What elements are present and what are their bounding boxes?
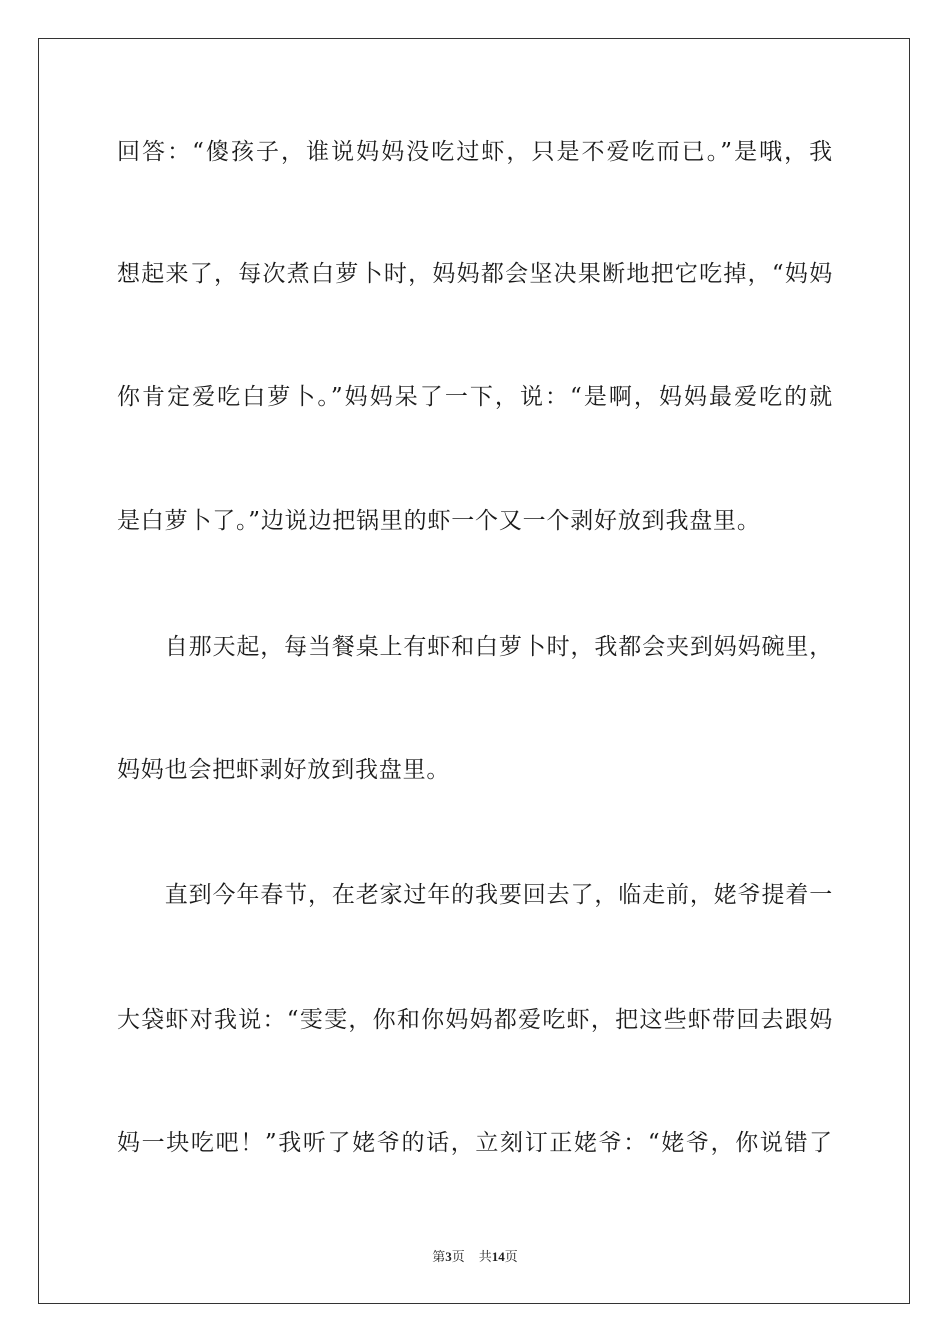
total-suffix: 页	[504, 1250, 518, 1265]
total-prefix: 共	[478, 1250, 492, 1265]
page-border	[38, 38, 910, 1304]
text-line-5: 自那天起，每当餐桌上有虾和白萝卜时，我都会夹到妈妈碗里，	[117, 634, 833, 660]
text-line-8: 大袋虾对我说：“雯雯，你和你妈妈都爱吃虾，把这些虾带回去跟妈	[117, 1007, 833, 1033]
page-suffix: 页	[451, 1250, 465, 1265]
page-prefix: 第	[432, 1250, 446, 1265]
page-number: 3	[445, 1249, 452, 1264]
text-line-7: 直到今年春节，在老家过年的我要回去了，临走前，姥爷提着一	[117, 882, 833, 908]
text-line-9: 妈一块吃吧！”我听了姥爷的话，立刻订正姥爷：“姥爷，你说错了	[117, 1130, 833, 1156]
text-line-4: 是白萝卜了。”边说边把锅里的虾一个又一个剥好放到我盘里。	[117, 508, 761, 534]
text-line-3: 你肯定爱吃白萝卜。”妈妈呆了一下，说：“是啊，妈妈最爱吃的就	[117, 384, 833, 410]
text-line-2: 想起来了，每次煮白萝卜时，妈妈都会坚决果断地把它吃掉，“妈妈	[117, 261, 833, 287]
page-footer	[0, 1248, 950, 1267]
text-line-1: 回答：“傻孩子，谁说妈妈没吃过虾，只是不爱吃而已。”是哦，我	[117, 139, 833, 165]
text-line-6: 妈妈也会把虾剥好放到我盘里。	[117, 757, 451, 783]
total-pages: 14	[491, 1249, 505, 1264]
